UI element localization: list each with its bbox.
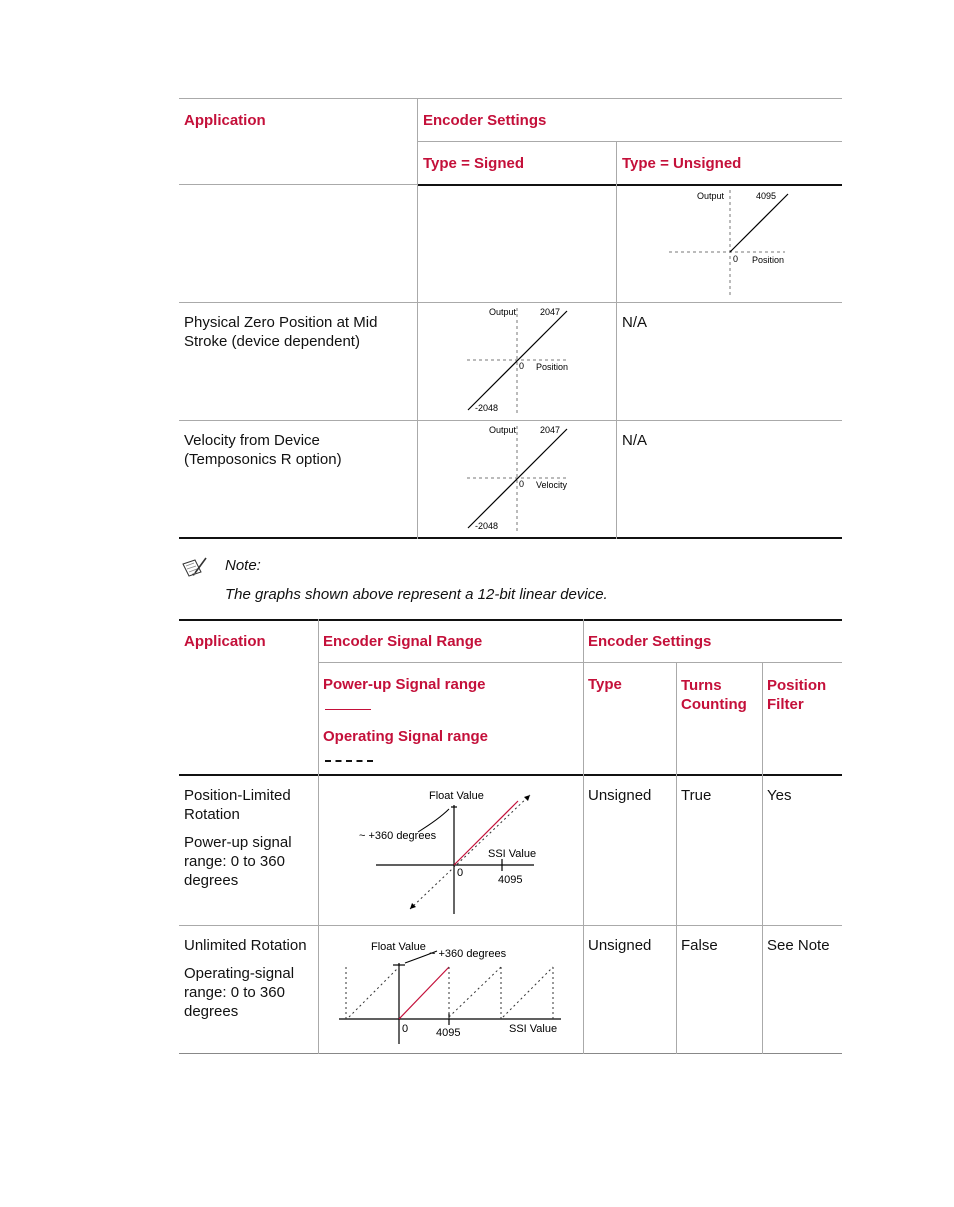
row-title: Unlimited Rotation bbox=[184, 937, 307, 954]
powerup-legend-line bbox=[325, 709, 371, 710]
graph-max-label: 4095 bbox=[498, 874, 523, 886]
graph-axis-label: Position bbox=[536, 362, 569, 372]
graph-ssi-label: SSI Value bbox=[509, 1023, 558, 1035]
row-physical-zero-application: Physical Zero Position at Mid Stroke (device dependent) bbox=[184, 314, 378, 350]
graph-output-label: Output bbox=[697, 191, 725, 201]
graph-ssi-label: SSI Value bbox=[488, 848, 537, 860]
row-physical-zero-unsigned: N/A bbox=[622, 314, 648, 331]
note-icon bbox=[181, 556, 209, 578]
row-unlimited-application bbox=[184, 936, 316, 1030]
unsigned-output-graph bbox=[667, 188, 797, 300]
header-type: Type bbox=[588, 676, 622, 693]
graph-axis-label: Velocity bbox=[536, 480, 568, 490]
graph-max-label: 4095 bbox=[436, 1027, 461, 1039]
graph-max-label: 2047 bbox=[540, 307, 561, 317]
note-title: Note: bbox=[225, 557, 261, 574]
graph-zero-label: 0 bbox=[733, 254, 739, 264]
graph-axis-label: Position bbox=[752, 255, 785, 265]
graph-zero-label: 0 bbox=[402, 1023, 409, 1035]
graph-min-label: -2048 bbox=[475, 403, 499, 413]
graph-zero-label: 0 bbox=[457, 867, 464, 879]
limited-rotation-graph bbox=[354, 783, 544, 923]
graph-zero-label: 0 bbox=[519, 479, 525, 489]
header-application: Application bbox=[184, 112, 266, 129]
header-turns-counting: Turns Counting bbox=[681, 677, 747, 713]
header-position-filter: Position Filter bbox=[767, 677, 827, 713]
row-limited-turns: True bbox=[681, 787, 712, 804]
graph-degrees-label: ~ +360 degrees bbox=[429, 948, 507, 960]
note-text: The graphs shown above represent a 12-bit linear device. bbox=[225, 586, 608, 603]
header-encoder-settings: Encoder Settings bbox=[588, 633, 712, 650]
row-title: Position-Limited Rotation bbox=[184, 787, 291, 823]
signed-velocity-graph bbox=[464, 424, 584, 536]
graph-output-label: Output bbox=[489, 307, 517, 317]
graph-max-label: 2047 bbox=[540, 425, 561, 435]
signed-position-graph bbox=[464, 306, 584, 418]
operating-legend-line bbox=[325, 760, 373, 762]
header-type-signed: Type = Signed bbox=[423, 155, 524, 172]
row-velocity-unsigned: N/A bbox=[622, 432, 648, 449]
row-unlimited-turns: False bbox=[681, 937, 718, 954]
header-application: Application bbox=[184, 633, 266, 650]
row-subtitle: Power-up signal range: 0 to 360 degrees bbox=[184, 834, 292, 889]
row-unlimited-type: Unsigned bbox=[588, 937, 652, 954]
unlimited-rotation-graph bbox=[337, 933, 565, 1051]
table1 bbox=[179, 98, 842, 539]
row-velocity-application: Velocity from Device (Temposonics R option) bbox=[184, 432, 342, 468]
header-operating-signal-range: Operating Signal range bbox=[323, 728, 489, 745]
graph-zero-label: 0 bbox=[519, 361, 525, 371]
row-unlimited-filter: See Note bbox=[767, 937, 830, 954]
graph-degrees-label: ~ +360 degrees bbox=[359, 830, 437, 842]
header-encoder-settings: Encoder Settings bbox=[423, 112, 547, 129]
graph-float-label: Float Value bbox=[371, 941, 426, 953]
header-encoder-signal-range: Encoder Signal Range bbox=[323, 633, 483, 650]
row-subtitle: Operating-signal range: 0 to 360 degrees bbox=[184, 965, 295, 1020]
table2 bbox=[179, 619, 842, 1056]
row-limited-type: Unsigned bbox=[588, 787, 652, 804]
graph-max-label: 4095 bbox=[756, 191, 777, 201]
graph-output-label: Output bbox=[489, 425, 517, 435]
header-type-unsigned: Type = Unsigned bbox=[622, 155, 742, 172]
graph-min-label: -2048 bbox=[475, 521, 499, 531]
row-limited-application bbox=[184, 786, 312, 899]
header-powerup-signal-range: Power-up Signal range bbox=[323, 676, 486, 693]
row-limited-filter: Yes bbox=[767, 787, 792, 804]
graph-float-label: Float Value bbox=[429, 790, 484, 802]
